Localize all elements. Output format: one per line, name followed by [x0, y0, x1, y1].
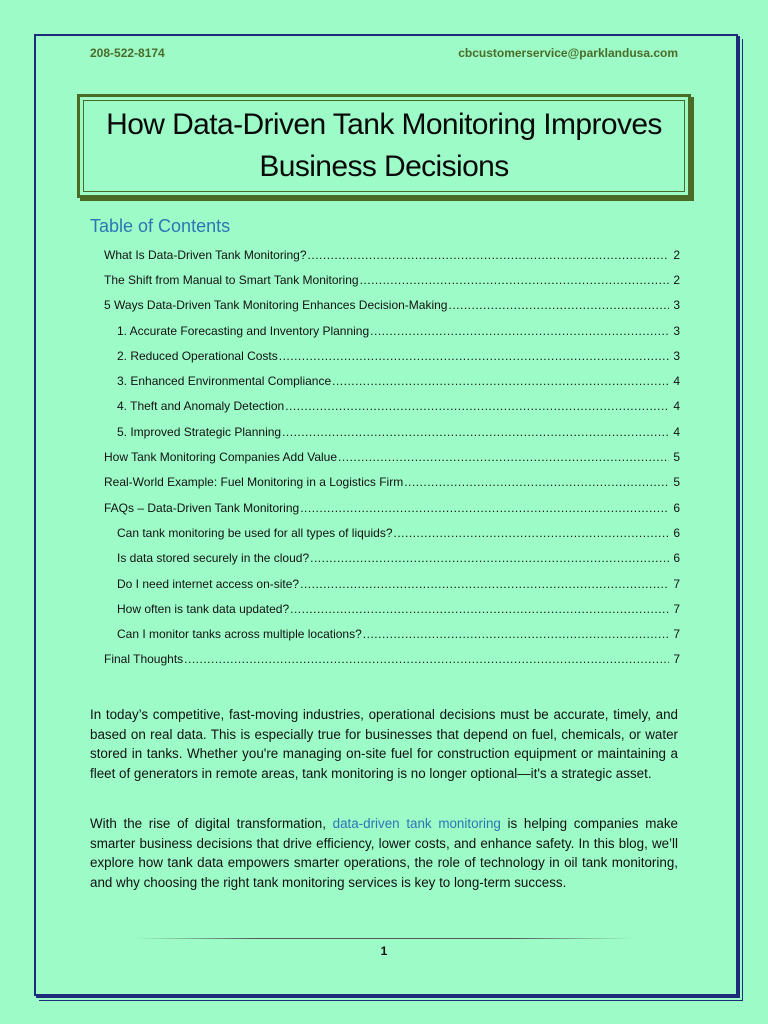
toc-leader-dots: [332, 374, 669, 388]
header-email: cbcustomerservice@parklandusa.com: [458, 46, 678, 60]
toc-leader-dots: [282, 425, 669, 439]
toc-leader-dots: [300, 501, 669, 515]
page-header: [90, 46, 678, 62]
toc-leader-dots: [290, 602, 669, 616]
toc-leader-dots: [279, 349, 669, 363]
toc-entry-label: 1. Accurate Forecasting and Inventory Planning: [117, 323, 370, 338]
toc-entry-page: 7: [673, 627, 680, 642]
intro-paragraph: In today’s competitive, fast-moving industries, operational decisions must be accurate, timely, and based on real data. This is especially true for businesses that depend on fuel, chemicals, or water stored in tanks. Whether you're managing on-site fuel for construction equipment or maintaining a fleet of generators in remote areas, tank monitoring is no longer optional—it's a strategic asset.: [90, 707, 678, 781]
toc-entry[interactable]: [104, 293, 680, 318]
toc-entry-label: Real-World Example: Fuel Monitoring in a Logistics Firm: [104, 475, 404, 490]
toc-heading: Table of Contents: [90, 216, 231, 236]
toc-entry-page: 4: [673, 374, 680, 389]
toc-entry-page: 3: [673, 348, 680, 363]
toc-entry-page: 2: [673, 272, 680, 287]
toc-entry-page: 5: [673, 450, 680, 465]
toc-entry[interactable]: [104, 647, 680, 672]
toc-entry[interactable]: [104, 571, 680, 596]
toc-entry-label: 5. Improved Strategic Planning: [117, 424, 282, 439]
page-number: 1: [380, 944, 388, 958]
toc-entry[interactable]: [104, 495, 680, 520]
toc-entry[interactable]: [104, 242, 680, 267]
toc-entry[interactable]: [104, 596, 680, 621]
toc-entry[interactable]: [104, 470, 680, 495]
toc-leader-dots: [394, 526, 670, 540]
paragraph-text: is helping companies make smarter business decisions that drive efficiency, lower costs, and enhance safety. In this blog, we’ll explore how tank data empowers smarter operations, the role of technology in oil tank monitoring, and why choosing the right tank monitoring services is key to long-term success.: [90, 816, 678, 890]
toc-entry-label: Can tank monitoring be used for all types of liquids?: [117, 525, 393, 540]
toc-leader-dots: [310, 551, 669, 565]
toc-entry-page: 6: [673, 500, 680, 515]
toc-entry-label: 4. Theft and Anomaly Detection: [117, 399, 285, 414]
toc-entry-label: Is data stored securely in the cloud?: [117, 551, 310, 566]
toc-entry-page: 7: [673, 601, 680, 616]
toc-entry[interactable]: [104, 394, 680, 419]
data-driven-tank-monitoring-link[interactable]: data-driven tank monitoring: [332, 816, 501, 831]
toc-entry[interactable]: [104, 520, 680, 545]
toc-entry-label: 2. Reduced Operational Costs: [117, 348, 278, 363]
toc-entry-label: 5 Ways Data-Driven Tank Monitoring Enhances Decision-Making: [104, 298, 448, 313]
toc-leader-dots: [404, 475, 669, 489]
toc-entry[interactable]: [104, 343, 680, 368]
toc-entry-page: 5: [673, 475, 680, 490]
toc-entry-page: 7: [673, 576, 680, 591]
toc-leader-dots: [370, 324, 669, 338]
toc-entry-label: Final Thoughts: [104, 652, 184, 667]
toc-entry[interactable]: [104, 267, 680, 292]
toc-entry-label: 3. Enhanced Environmental Compliance: [117, 374, 332, 389]
toc-entry[interactable]: [104, 621, 680, 646]
toc-entry[interactable]: [104, 419, 680, 444]
toc-entry-page: 4: [673, 424, 680, 439]
toc-entry-label: Do I need internet access on-site?: [117, 576, 300, 591]
second-paragraph: [90, 814, 678, 892]
toc-entry-page: 4: [673, 399, 680, 414]
toc-entry-page: 3: [673, 323, 680, 338]
toc-entry-label: What Is Data-Driven Tank Monitoring?: [104, 247, 307, 262]
toc-entry-label: Can I monitor tanks across multiple locations?: [117, 627, 362, 642]
toc-leader-dots: [308, 248, 669, 262]
toc-entry-label: How often is tank data updated?: [117, 601, 290, 616]
toc-leader-dots: [184, 652, 669, 666]
toc-entry-label: How Tank Monitoring Companies Add Value: [104, 450, 338, 465]
toc-entry[interactable]: [104, 546, 680, 571]
toc-entry-page: 6: [673, 525, 680, 540]
paragraph-text: With the rise of digital transformation,: [90, 816, 333, 831]
toc-entry-page: 7: [673, 652, 680, 667]
toc-leader-dots: [363, 627, 669, 641]
toc-entry-page: 2: [673, 247, 680, 262]
toc-leader-dots: [448, 298, 669, 312]
toc-leader-dots: [300, 577, 669, 591]
toc-entry[interactable]: [104, 368, 680, 393]
title-box: [77, 94, 691, 198]
footer-divider: [134, 938, 634, 939]
table-of-contents: [104, 242, 680, 672]
toc-entry[interactable]: [104, 318, 680, 343]
toc-entry-page: 3: [673, 298, 680, 313]
toc-entry-label: The Shift from Manual to Smart Tank Monitoring: [104, 272, 359, 287]
toc-entry-label: FAQs – Data-Driven Tank Monitoring: [104, 500, 300, 515]
toc-leader-dots: [360, 273, 669, 287]
document-title: How Data-Driven Tank Monitoring Improves Business Decisions: [106, 108, 662, 183]
toc-leader-dots: [285, 399, 669, 413]
toc-entry-page: 6: [673, 551, 680, 566]
header-phone: 208-522-8174: [90, 46, 165, 60]
toc-entry[interactable]: [104, 444, 680, 469]
toc-leader-dots: [338, 450, 669, 464]
